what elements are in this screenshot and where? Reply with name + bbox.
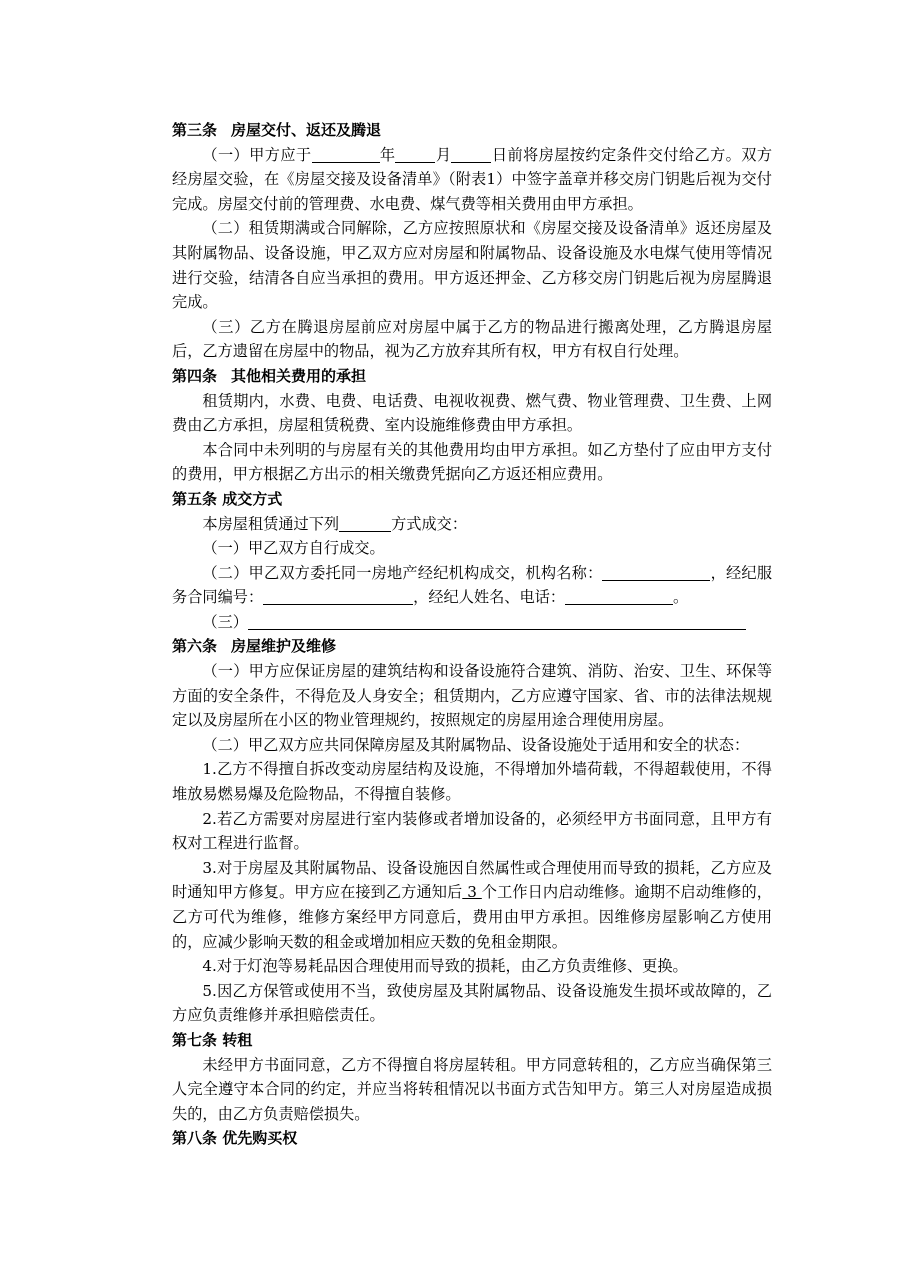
article-6-item-2: 2.若乙方需要对房屋进行室内装修或者增加设备的，必须经甲方书面同意，且甲方有权对工程进行监督。 <box>172 809 772 853</box>
method-blank[interactable] <box>339 514 391 532</box>
article-4-para-2: 本合同中未列明的与房屋有关的其他费用均由甲方承担。如乙方垫付了应由甲方支付的费用，甲方根据乙方出示的相关缴费凭据向乙方返还相应费用。 <box>172 440 772 484</box>
article-3-clause-2: （二）租赁期满或合同解除，乙方应按照原状和《房屋交接及设备清单》返还房屋及其附属物品、设备设施，甲乙双方应对房屋和附属物品、设备设施及水电煤气使用等情况进行交验，结清各自应当承担的费用。甲方返还押金、乙方移交房门钥匙后视为房屋腾退完成。 <box>172 219 772 312</box>
article-7-para-1: 未经甲方书面同意，乙方不得擅自将房屋转租。甲方同意转租的，乙方应当确保第三人完全遵守本合同的约定，并应当将转租情况以书面方式告知甲方。第三人对房屋造成损失的，由乙方负责赔偿损失。 <box>172 1055 772 1123</box>
other-method-blank[interactable] <box>248 612 746 630</box>
article-6-item-3: 3.对于房屋及其附属物品、设备设施因自然属性或合理使用而导致的损耗，乙方应及时通知甲方修复。甲方应在接到乙方通知后 3 个工作日内启动维修。逾期不启动维修的，乙方可代为维修，维修方案经甲方同意后，费用由甲方承担。因维修房屋影响乙方使用的，应减少影响天数的租金或增加相应天数的免租金期限。 <box>172 858 772 951</box>
article-5-heading: 第五条 成交方式 <box>172 489 283 508</box>
article-6-heading: 第六条 房屋维护及维修 <box>172 637 337 656</box>
article-5-intro: 本房屋租赁通过下列 方式成交： <box>202 514 468 533</box>
article-5-option-1: （一）甲乙双方自行成交。 <box>202 539 385 558</box>
contract-page <box>172 118 772 1151</box>
article-3-clause-1: （一）甲方应于 年 月 日前将房屋按约定条件交付给乙方。双方经房屋交验，在《房屋交接及设备清单》（附表1）中签字盖章并移交房门钥匙后视为交付完成。房屋交付前的管理费、水电费、煤气费等相关费用由甲方承担。 <box>172 145 773 213</box>
article-6-clause-2: （二）甲乙双方应共同保障房屋及其附属物品、设备设施处于适用和安全的状态： <box>202 735 750 754</box>
article-3-heading: 第三条 房屋交付、返还及腾退 <box>172 121 382 139</box>
article-3-clause-3: （三）乙方在腾退房屋前应对房屋中属于乙方的物品进行搬离处理，乙方腾退房屋后，乙方遗留在房屋中的物品，视为乙方放弃其所有权，甲方有权自行处理。 <box>172 317 772 361</box>
contract-number-blank[interactable] <box>263 587 413 605</box>
day-blank[interactable] <box>451 145 491 163</box>
article-6-item-4: 4.对于灯泡等易耗品因合理使用而导致的损耗，由乙方负责维修、更换。 <box>202 957 688 976</box>
agency-name-blank[interactable] <box>602 563 710 581</box>
article-6-item-5: 5.因乙方保管或使用不当，致使房屋及其附属物品、设备设施发生损坏或故障的，乙方应负责维修并承担赔偿责任。 <box>172 981 772 1025</box>
article-7-heading: 第七条 转租 <box>172 1030 253 1049</box>
article-5-option-3: （三） <box>172 610 772 635</box>
article-8-heading: 第八条 优先购买权 <box>172 1129 298 1148</box>
article-5-option-2: （二）甲乙双方委托同一房地产经纪机构成交，机构名称： ，经纪服务合同编号： ，经纪人姓名、电话： 。 <box>172 563 773 607</box>
article-4-para-1: 租赁期内，水费、电费、电话费、电视收视费、燃气费、物业管理费、卫生费、上网费由乙方承担，房屋租赁税费、室内设施维修费由甲方承担。 <box>172 391 772 435</box>
month-blank[interactable] <box>395 145 435 163</box>
article-4-heading: 第四条 其他相关费用的承担 <box>172 366 367 385</box>
repair-days-value: 3 <box>462 883 482 902</box>
article-6-item-1: 1.乙方不得擅自拆改变动房屋结构及设施，不得增加外墙荷载，不得超载使用，不得堆放易燃易爆及危险物品，不得擅自装修。 <box>172 760 772 804</box>
year-blank[interactable] <box>312 145 380 163</box>
agent-info-blank[interactable] <box>565 587 673 605</box>
article-6-clause-1: （一）甲方应保证房屋的建筑结构和设备设施符合建筑、消防、治安、卫生、环保等方面的安全条件，不得危及人身安全；租赁期内，乙方应遵守国家、省、市的法律法规规定以及房屋所在小区的物业管理规约，按照规定的房屋用途合理使用房屋。 <box>172 662 772 730</box>
